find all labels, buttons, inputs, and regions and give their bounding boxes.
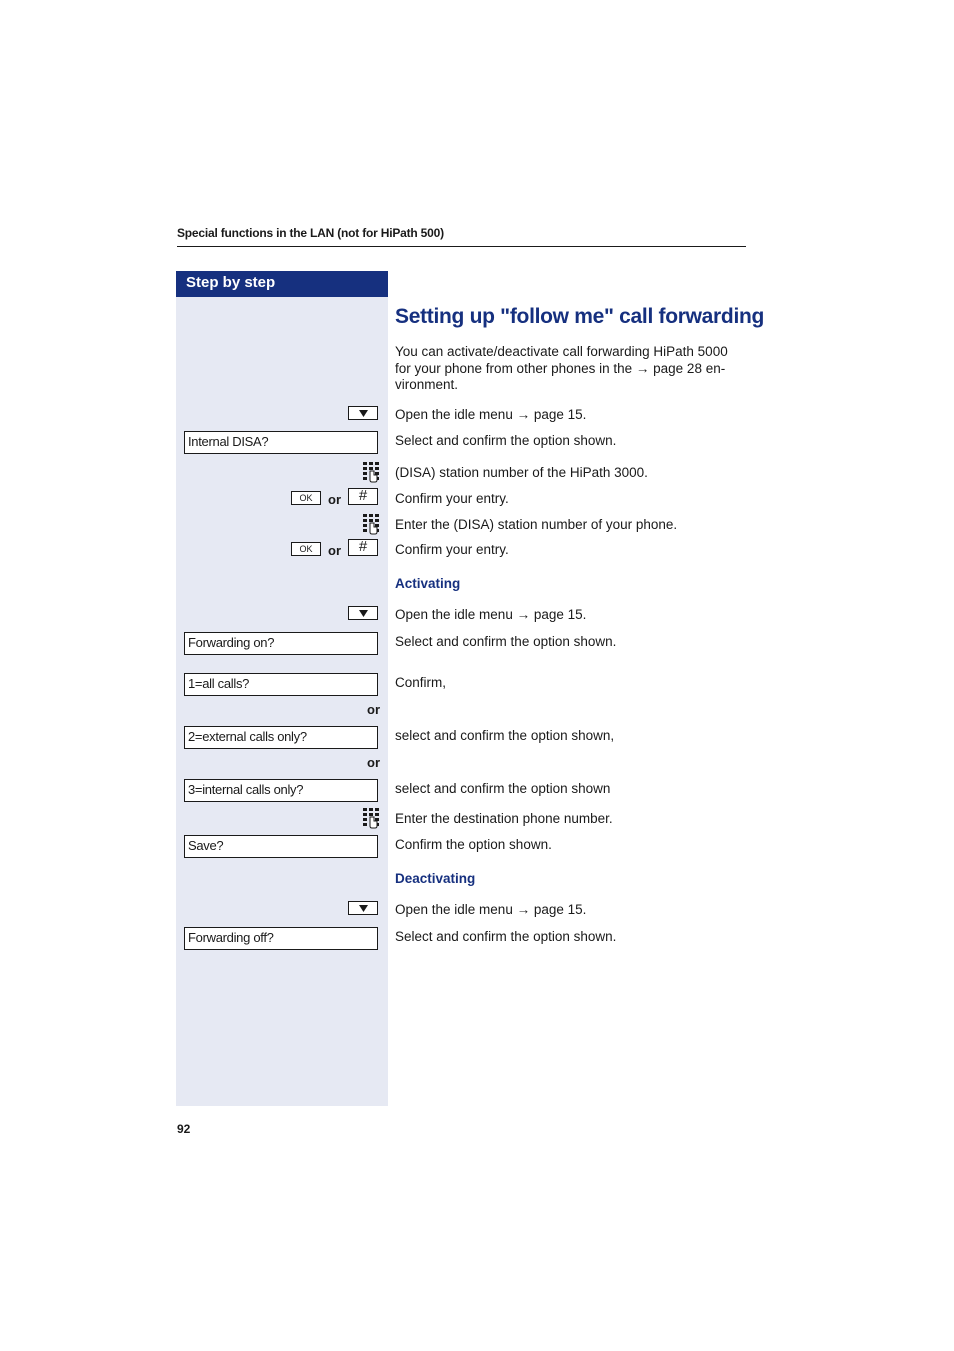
page-number: 92 [177,1122,191,1136]
step-confirm: Confirm, [395,675,447,690]
step-confirm-option: Confirm the option shown. [395,837,552,852]
down-arrow-key-icon [348,406,378,420]
step-open-idle-menu: Open the idle menu → page 15. [395,407,587,422]
ok-key-icon: OK [291,491,321,505]
or-label: or [367,755,380,770]
down-arrow-key-icon [348,606,378,620]
step-select-confirm-comma: select and confirm the option shown, [395,728,615,743]
hash-key-icon: # [348,539,378,556]
section-deactivating: Deactivating [395,871,476,886]
step-enter-destination: Enter the destination phone number. [395,811,613,826]
page-title: Setting up "follow me" call forwarding [395,305,765,328]
step-select-confirm: Select and confirm the option shown. [395,634,617,649]
display-internal-only: 3=internal calls only? [184,779,378,802]
running-header: Special functions in the LAN (not for HiPath 500) [177,226,444,240]
step-select-confirm: Select and confirm the option shown. [395,433,617,448]
step-select-confirm: Select and confirm the option shown. [395,929,617,944]
or-label: or [328,543,341,558]
keypad-icon [362,461,380,483]
step-select-confirm-plain: select and confirm the option shown [395,781,611,796]
keypad-icon [362,513,380,535]
down-arrow-key-icon [348,901,378,915]
display-save: Save? [184,835,378,858]
sidebar-title: Step by step [186,274,276,291]
display-all-calls: 1=all calls? [184,673,378,696]
display-forwarding-on: Forwarding on? [184,632,378,655]
or-label: or [367,702,380,717]
step-enter-disa: Enter the (DISA) station number of your phone. [395,517,678,532]
step-open-idle-menu: Open the idle menu → page 15. [395,902,587,917]
step-confirm-entry: Confirm your entry. [395,542,509,557]
display-forwarding-off: Forwarding off? [184,927,378,950]
intro-paragraph: You can activate/deactivate call forwarding HiPath 5000 for your phone from other phones in the → page 28 en-vironment. [395,344,728,392]
sidebar-header [176,271,388,297]
display-external-only: 2=external calls only? [184,726,378,749]
or-label: or [328,492,341,507]
display-internal-disa: Internal DISA? [184,431,378,454]
step-open-idle-menu: Open the idle menu → page 15. [395,607,587,622]
step-confirm-entry: Confirm your entry. [395,491,509,506]
ok-key-icon: OK [291,542,321,556]
section-activating: Activating [395,576,461,591]
step-disa-station: (DISA) station number of the HiPath 3000. [395,465,648,480]
header-divider [177,246,746,247]
keypad-icon [362,807,380,829]
hash-key-icon: # [348,488,378,505]
